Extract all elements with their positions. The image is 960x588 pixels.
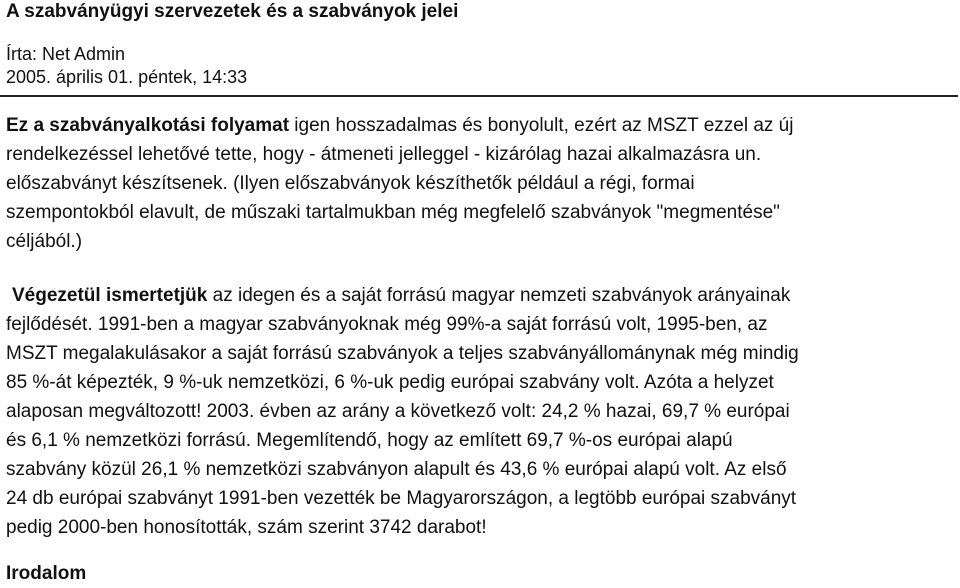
paragraph-line: 24 db európai szabványt 1991-ben vezették be Magyarországon, a legtöbb európai szabványt <box>6 488 797 509</box>
article-author: Írta: Net Admin <box>6 44 126 64</box>
article-date: 2005. április 01. péntek, 14:33 <box>6 67 248 87</box>
paragraph-line: fejlődését. 1991-ben a magyar szabványoknak még 99%-a saját forrású volt, 1995-ben, az <box>6 314 768 335</box>
section-heading-references: Irodalom <box>6 563 87 584</box>
paragraph-line: szempontokból elavult, de műszaki tartalmukban még megfelelő szabványok "megmentése" <box>6 202 780 223</box>
header-divider <box>0 95 958 97</box>
paragraph-line: és 6,1 % nemzetközi forrású. Megemlítendő, hogy az említett 69,7 %-os európai alapú <box>6 430 733 451</box>
article-title: A szabványügyi szervezetek és a szabványok jelei <box>6 1 459 22</box>
paragraph-line: MSZT megalakulásakor a saját forrású szabványok a teljes szabványállománynak még mindig <box>6 343 799 364</box>
paragraph-line: alaposan megváltozott! 2003. évben az arány a következő volt: 24,2 % hazai, 69,7 % európai <box>6 401 790 422</box>
paragraph-bold-lead: Ez a szabványalkotási folyamat <box>6 115 290 136</box>
paragraph-standards-ratio <box>6 281 946 542</box>
paragraph-line: 85 %-át képezték, 9 %-uk nemzetközi, 6 %-uk pedig európai szabvány volt. Azóta a helyzet <box>6 372 774 393</box>
paragraph-line: előszabványt készítsenek. (Ilyen előszabványok készíthetők például a régi, formai <box>6 173 695 194</box>
paragraph-bold-lead: Végezetül ismertetjük <box>12 285 208 306</box>
paragraph-line: rendelkezéssel lehetővé tette, hogy - átmeneti jelleggel - kizárólag hazai alkalmazásra un. <box>6 144 762 165</box>
paragraph-line <box>6 111 946 140</box>
paragraph-standardization-process <box>6 111 946 256</box>
paragraph-line: céljából.) <box>6 231 83 252</box>
paragraph-line: pedig 2000-ben honosították, szám szerint 3742 darabot! <box>6 517 487 538</box>
paragraph-line <box>6 281 946 310</box>
paragraph-text: igen hosszadalmas és bonyolult, ezért az MSZT ezzel az új <box>289 115 794 136</box>
paragraph-line: szabvány közül 26,1 % nemzetközi szabványon alapult és 43,6 % európai alapú volt. Az első <box>6 459 787 480</box>
paragraph-text: az idegen és a saját forrású magyar nemzeti szabványok arányainak <box>207 285 791 306</box>
